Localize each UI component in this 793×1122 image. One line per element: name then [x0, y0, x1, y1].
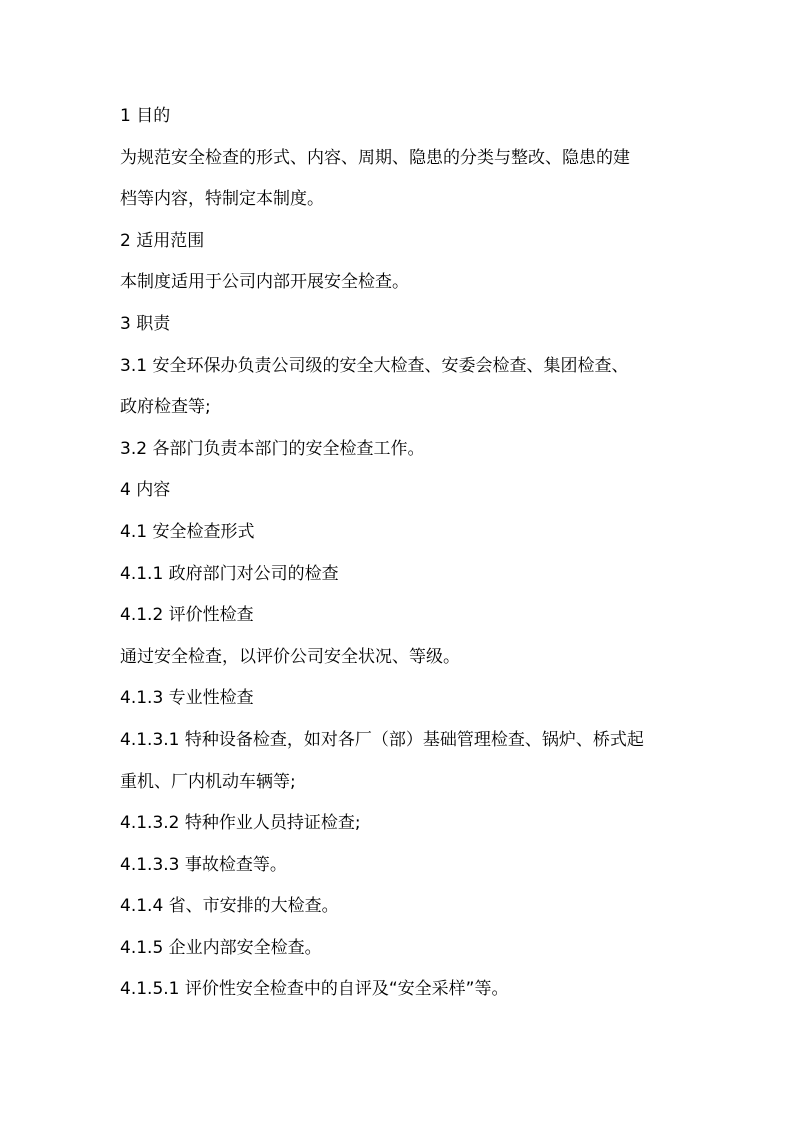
- paragraph-line: 重机、厂内机动车辆等;: [120, 771, 296, 792]
- heading-1: 1 目的: [120, 106, 171, 126]
- paragraph-line: 4.1.3.2 特种作业人员持证检查;: [120, 813, 361, 834]
- heading-3: 3 职责: [120, 313, 171, 334]
- subheading: 4.1.2 评价性检查: [120, 605, 254, 626]
- paragraph-line: 档等内容，特制定本制度。: [120, 189, 324, 210]
- paragraph-line: 4.1.3.3 事故检查等。: [120, 854, 287, 875]
- paragraph-line: 政府检查等;: [120, 397, 211, 418]
- paragraph-line: 通过安全检查，以评价公司安全状况、等级。: [120, 646, 460, 667]
- paragraph-line: 本制度适用于公司内部开展安全检查。: [120, 272, 409, 293]
- document-body: [120, 96, 680, 1011]
- paragraph-line: 3.1 安全环保办负责公司级的安全大检查、安委会检查、集团检查、: [120, 355, 629, 376]
- subheading: 4.1.5 企业内部安全检查。: [120, 937, 322, 958]
- subheading: 4.1.4 省、市安排的大检查。: [120, 896, 339, 917]
- paragraph-line: 4.1.3.1 特种设备检查，如对各厂（部）基础管理检查、锅炉、桥式起: [120, 729, 644, 750]
- subheading: 4.1.1 政府部门对公司的检查: [120, 563, 339, 584]
- paragraph-line: 为规范安全检查的形式、内容、周期、隐患的分类与整改、隐患的建: [120, 147, 630, 168]
- subheading: 4.1 安全检查形式: [120, 521, 255, 542]
- paragraph-line: 3.2 各部门负责本部门的安全检查工作。: [120, 438, 425, 459]
- subheading: 4.1.3 专业性检查: [120, 688, 254, 709]
- heading-2: 2 适用范围: [120, 230, 205, 251]
- heading-4: 4 内容: [120, 480, 171, 501]
- paragraph-line: 4.1.5.1 评价性安全检查中的自评及“安全采样”等。: [120, 979, 509, 1000]
